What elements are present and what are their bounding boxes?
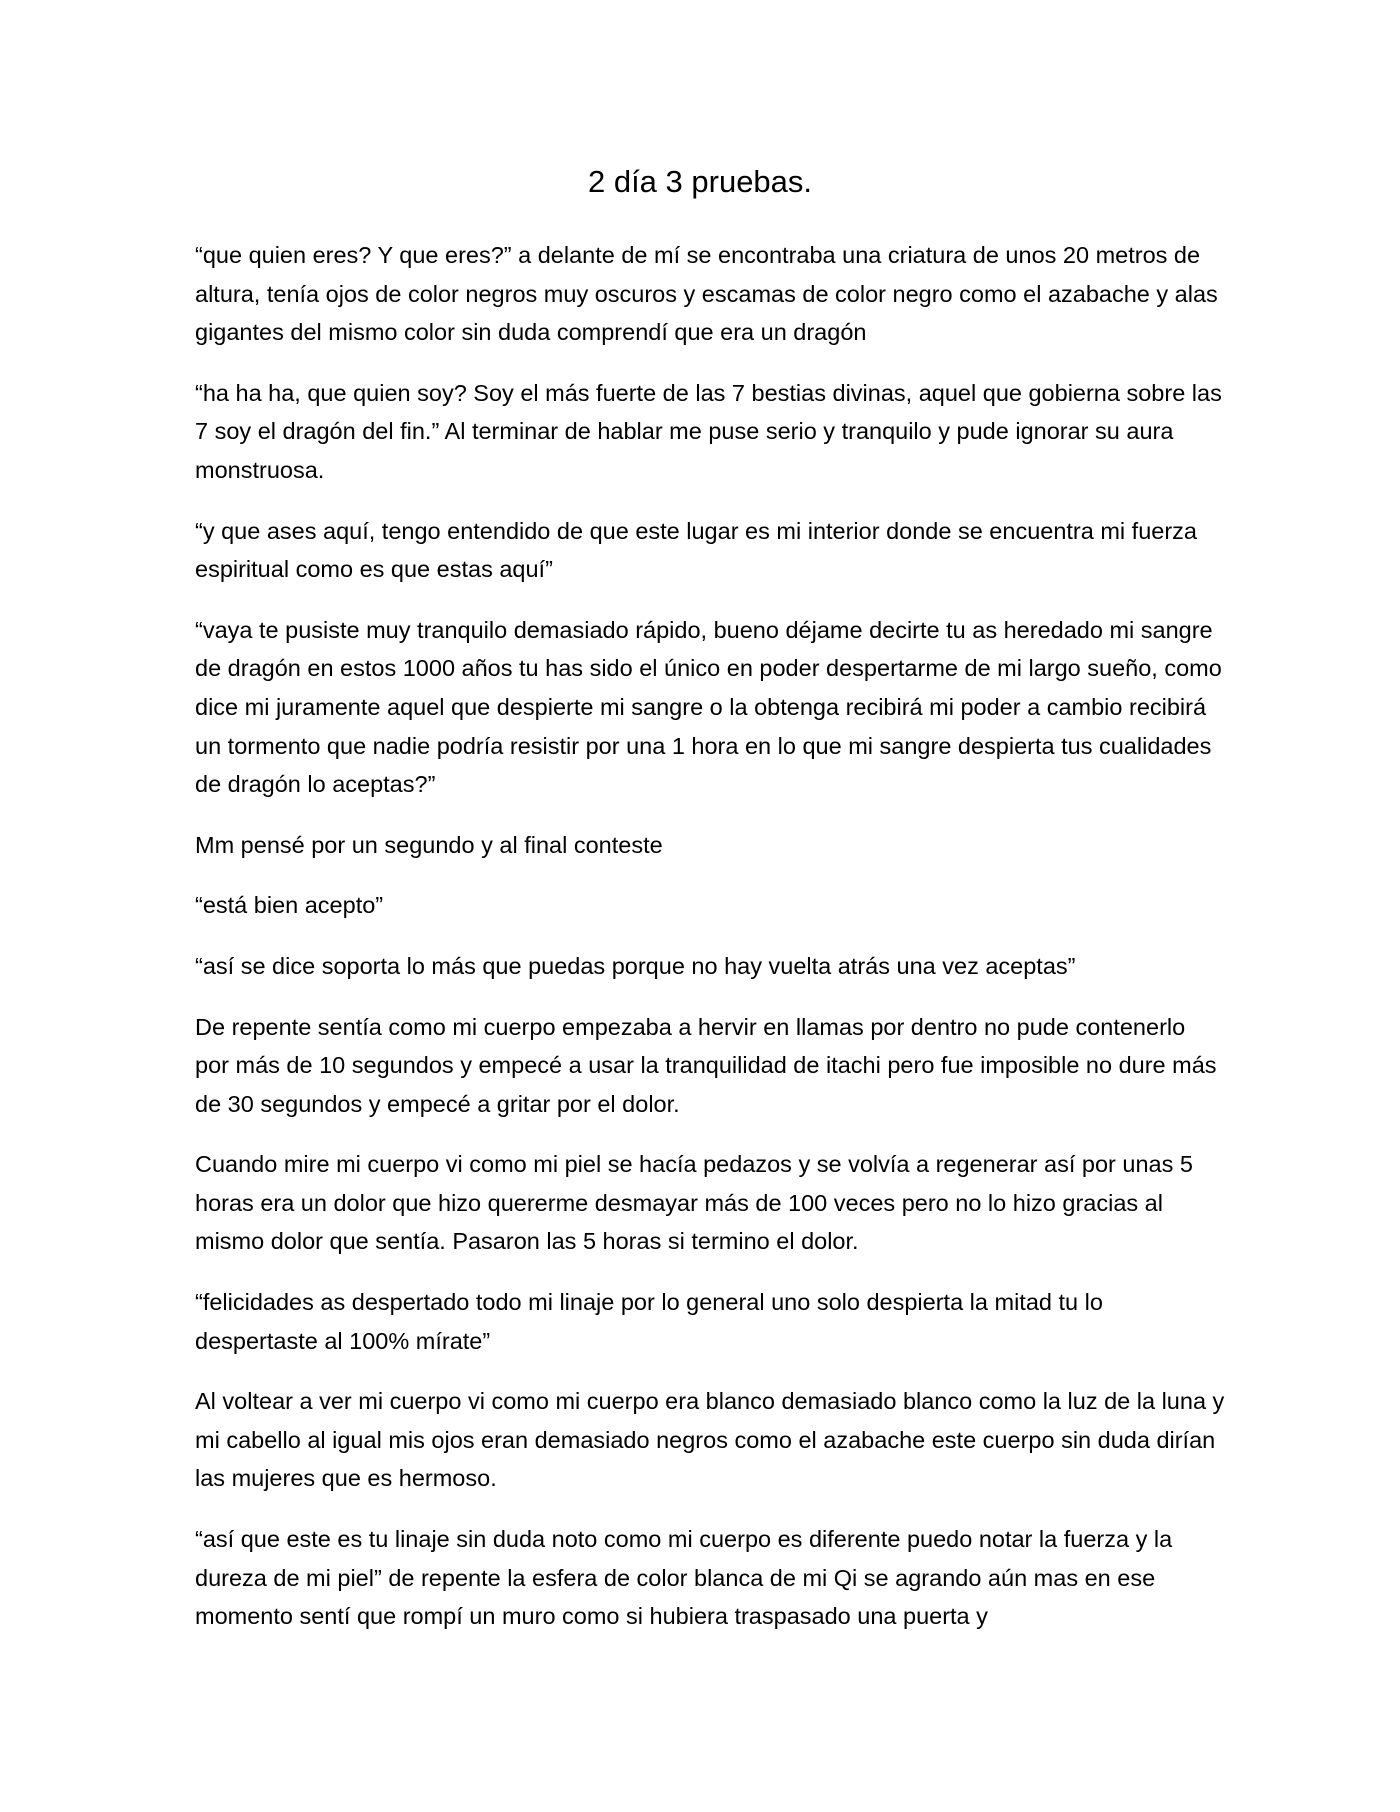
paragraph-5: Mm pensé por un segundo y al final conteste [195,831,663,858]
paragraph-7: “así se dice soporta lo más que puedas porque no hay vuelta atrás una vez aceptas” [195,952,1076,979]
document-body [195,236,1225,1658]
paragraph-6: “está bien acepto” [195,892,384,919]
paragraph-9: Cuando mire mi cuerpo vi como mi piel se hacía pedazos y se volvía a regenerar así por unas 5 horas era un dolor que hizo quererme desmayar más de 100 veces pero no lo hizo gracias al mismo dolor que sentía. Pasaron las 5 horas si termino el dolor. [195,1151,1193,1255]
paragraph-10: “felicidades as despertado todo mi linaje por lo general uno solo despierta la mitad tu lo despertaste al 100% mírate” [195,1289,1103,1354]
paragraph-12: “así que este es tu linaje sin duda noto como mi cuerpo es diferente puedo notar la fuerza y la dureza de mi piel” de repente la esfera de color blanca de mi Qi se agrando aún mas en ese momento sentí que rompí un muro como si hubiera traspasado una puerta y [195,1526,1173,1630]
paragraph-2: “ha ha ha, que quien soy? Soy el más fuerte de las 7 bestias divinas, aquel que gobierna sobre las 7 soy el dragón del fin.” Al terminar de hablar me puse serio y tranquilo y pude ignorar su aura monstruosa. [195,379,1222,483]
paragraph-4: “vaya te pusiste muy tranquilo demasiado rápido, bueno déjame decirte tu as heredado mi sangre de dragón en estos 1000 años tu has sido el único en poder despertarme de mi largo sueño, como dice mi juramente aquel que despierte mi sangre o la obtenga recibirá mi poder a cambio recibirá un tormento que nadie podría resistir por una 1 hora en lo que mi sangre despierta tus cualidades de dragón lo aceptas?” [195,616,1222,798]
paragraph-3: “y que ases aquí, tengo entendido de que este lugar es mi interior donde se encuentra mi fuerza espiritual como es que estas aquí” [195,517,1197,583]
paragraph-11: Al voltear a ver mi cuerpo vi como mi cuerpo era blanco demasiado blanco como la luz de la luna y mi cabello al igual mis ojos eran demasiado negros como el azabache este cuerpo sin duda dirían las mujeres que es hermoso. [195,1388,1225,1492]
page-title: 2 día 3 pruebas. [587,164,813,199]
paragraph-1: “que quien eres? Y que eres?” a delante de mí se encontraba una criatura de unos 20 metros de altura, tenía ojos de color negros muy oscuros y escamas de color negro como el azabache y alas gigantes del mismo color sin duda comprendí que era un dragón [195,242,1218,346]
paragraph-8: De repente sentía como mi cuerpo empezaba a hervir en llamas por dentro no pude contenerlo por más de 10 segundos y empecé a usar la tranquilidad de itachi pero fue imposible no dure más de 30 segundos y empecé a gritar por el dolor. [195,1013,1217,1117]
